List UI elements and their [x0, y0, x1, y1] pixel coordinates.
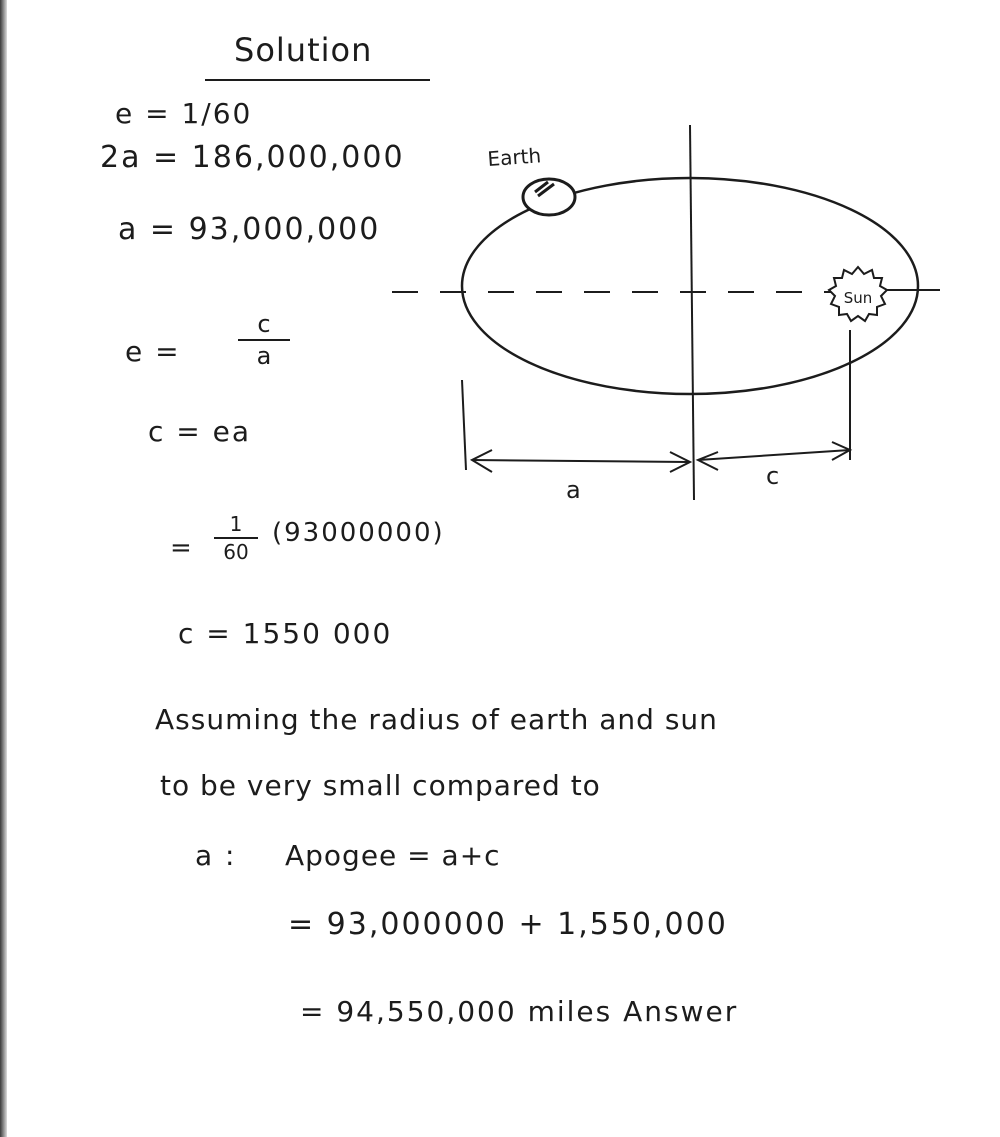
e-formula-fraction	[238, 312, 290, 368]
earth-icon	[523, 179, 575, 215]
sun-label: Sun	[843, 289, 873, 307]
semi-major-axis-line: a = 93,000,000	[118, 212, 381, 247]
fraction-bar	[214, 537, 258, 539]
solution-title: Solution	[234, 31, 373, 69]
c-dimension-line	[698, 450, 850, 460]
apogee-formula: Apogee = a+c	[285, 839, 501, 872]
a-dimension-line	[472, 460, 688, 462]
c-formula-line: c = ea	[148, 415, 252, 448]
c-substitution-numerator: 1	[229, 512, 243, 536]
c-arrow-left	[698, 452, 718, 470]
major-axis-line: 2a = 186,000,000	[100, 140, 405, 175]
e-formula-denominator: a	[256, 342, 272, 370]
apogee-label: a :	[195, 839, 237, 872]
c-substitution-equals: =	[170, 533, 194, 563]
left-extension-line	[462, 380, 466, 470]
a-label: a	[566, 476, 581, 504]
orbit-diagram	[380, 120, 960, 520]
eccentricity-line: e = 1/60	[115, 97, 253, 130]
e-formula-numerator: c	[257, 310, 271, 338]
c-substitution-fraction	[214, 514, 258, 562]
apogee-result: = 94,550,000 miles Answer	[300, 995, 739, 1028]
assumption-line-2: to be very small compared to	[160, 769, 601, 802]
assumption-line-1: Assuming the radius of earth and sun	[155, 703, 718, 736]
c-result-line: c = 1550 000	[178, 617, 393, 650]
e-formula-lhs: e =	[125, 335, 181, 368]
c-label: c	[766, 462, 780, 490]
c-substitution-denominator: 60	[223, 540, 249, 564]
title-underline	[205, 79, 430, 81]
c-substitution-value: (93000000)	[272, 518, 445, 548]
earth-label: Earth	[486, 143, 542, 171]
scan-edge	[0, 0, 7, 1137]
minor-axis-line	[690, 125, 694, 500]
apogee-substitution: = 93,000000 + 1,550,000	[288, 907, 728, 942]
fraction-bar	[238, 339, 290, 341]
